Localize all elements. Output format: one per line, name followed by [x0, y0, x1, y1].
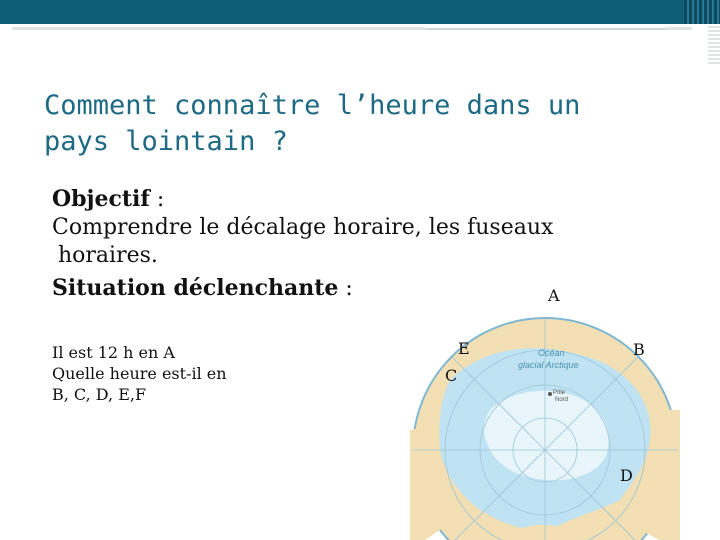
objectif-text-1: Comprendre le décalage horaire, les fuseaux	[52, 215, 554, 240]
point-A: A	[548, 286, 560, 305]
objectif-label: Objectif	[52, 186, 150, 212]
slide-body	[52, 185, 652, 303]
banner-stripes	[684, 0, 720, 24]
slide-title	[44, 88, 684, 160]
header-rule	[0, 24, 720, 34]
question-block	[52, 342, 292, 405]
ocean-label-1: Océan	[538, 348, 565, 358]
header-rule-accent	[425, 24, 666, 30]
top-banner	[0, 0, 720, 24]
objectif-colon: :	[149, 187, 165, 212]
title-line-1: Comment connaître l’heure dans un	[44, 90, 581, 121]
question-line-3: B, C, D, E,F	[52, 385, 147, 404]
pole-label-2: Nord	[555, 397, 569, 403]
question-line-1: Il est 12 h en A	[52, 343, 175, 362]
point-B: B	[633, 340, 645, 359]
situation-colon: :	[338, 276, 353, 301]
side-stripes	[708, 24, 720, 64]
objectif-text-2: horaires.	[58, 243, 158, 268]
point-D: D	[620, 466, 633, 485]
ocean-label-2: glacial Arctique	[518, 360, 579, 370]
objectif-line	[52, 185, 652, 214]
point-E: E	[458, 339, 470, 358]
question-line-2: Quelle heure est-il en	[52, 364, 227, 383]
situation-label: Situation déclenchante	[52, 275, 339, 301]
pole-label-1: Pôle	[553, 390, 566, 396]
title-line-2: pays lointain ?	[44, 126, 288, 157]
pole-marker	[548, 392, 552, 396]
situation-line	[52, 274, 652, 303]
point-C: C	[445, 366, 458, 385]
